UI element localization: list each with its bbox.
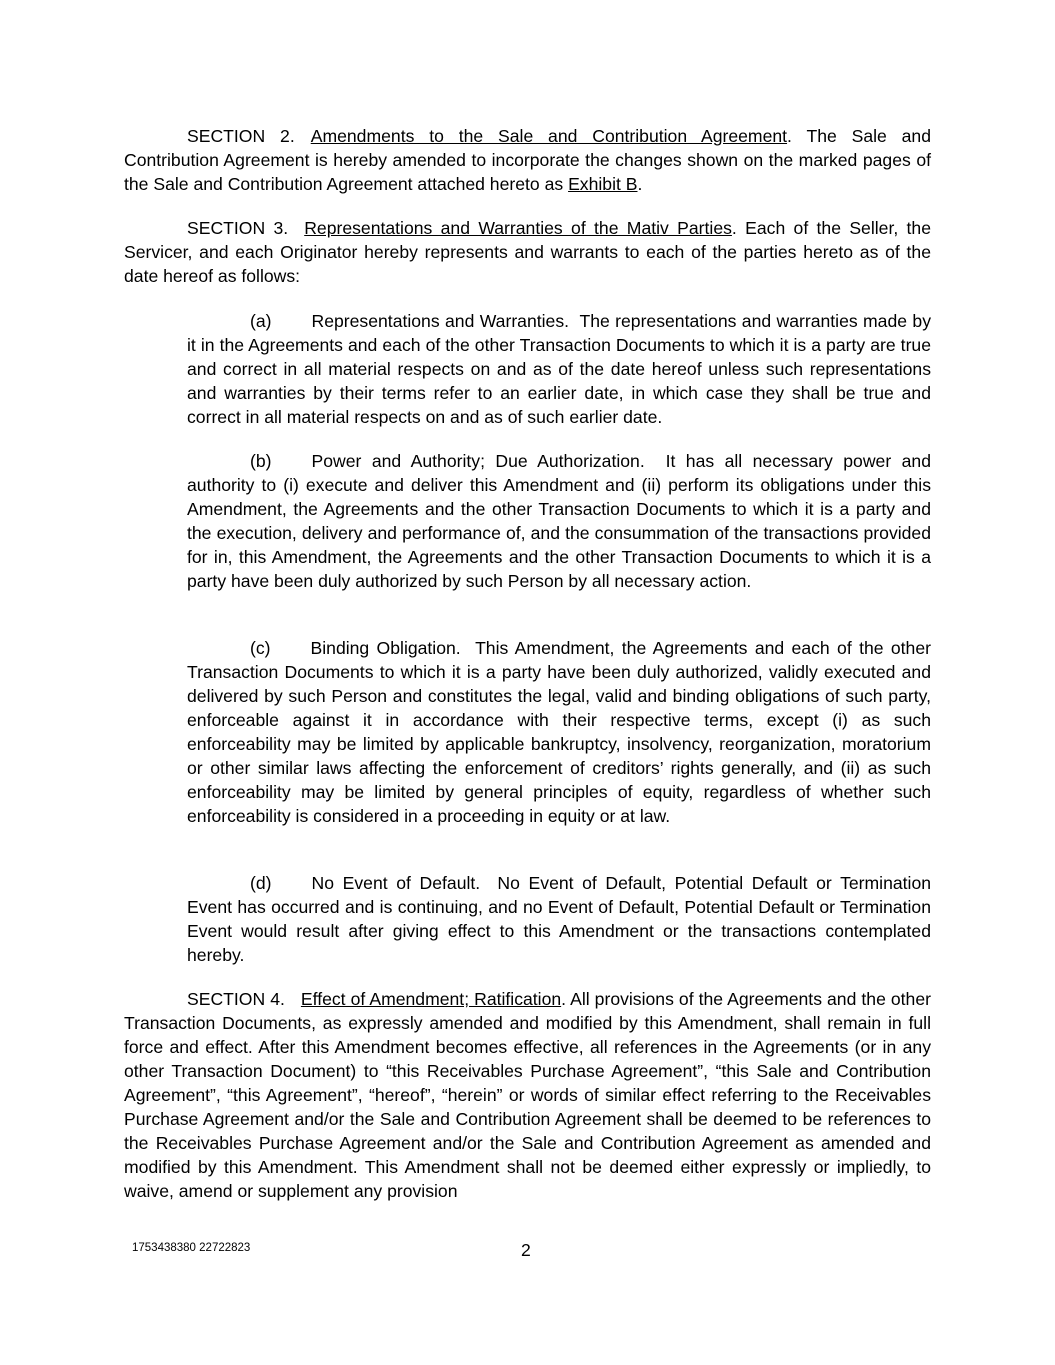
section-4-number: SECTION 4. xyxy=(187,989,285,1009)
clause-a-text: The representations and warranties made by it in the Agreements and each of the other Transaction Documents to which it is a party are true and correct in all material respects on and as of the date hereof unless such representations and warranties by their terms refer to an earlier date, in which case they shall be true and correct in all material respects on and as of such earlier date. xyxy=(187,311,931,427)
clause-d-label: (d) xyxy=(250,873,272,893)
section-3-title: Representations and Warranties of the Mativ Parties xyxy=(304,218,732,238)
clause-c-text: This Amendment, the Agreements and each of the other Transaction Documents to which it is a party have been duly authorized, validly executed and delivered by such Person and constitutes the legal, valid and binding obligations of such party, enforceable against it in accordance with their respective terms, except (i) as such enforceability may be limited by applicable bankruptcy, insolvency, reorganization, moratorium or other similar laws affecting the enforcement of creditors’ rights generally, and (ii) as such enforceability may be limited by general principles of equity, regardless of whether such enforceability is considered in a proceeding in equity or at law. xyxy=(187,638,931,826)
clause-c-label: (c) xyxy=(250,638,271,658)
clause-d-heading: No Event of Default. xyxy=(311,873,481,893)
section-4-text: . All provisions of the Agreements and the other Transaction Documents, as expressly amended and modified by this Amendment, shall remain in full force and effect. After this Amendment becomes effective, all references in the Agreements (or in any other Transaction Document) to “this Receivables Purchase Agreement”, “this Sale and Contribution Agreement”, “this Agreement”, “hereof”, “herein” or words of similar effect referring to the Receivables Purchase Agreement and/or the Sale and Contribution Agreement shall be deemed to be references to the Receivables Purchase Agreement and/or the Sale and Contribution Agreement as amended and modified by this Amendment. This Amendment shall not be deemed either expressly or impliedly, to waive, amend or supplement any provision xyxy=(124,989,931,1201)
page-number: 2 xyxy=(521,1240,531,1260)
clause-d xyxy=(187,871,931,967)
footer-document-id: 1753438380 22722823 xyxy=(132,1242,251,1254)
clause-c-heading: Binding Obligation. xyxy=(310,638,461,658)
section-3-number: SECTION 3. xyxy=(187,218,289,238)
section-2-title: Amendments to the Sale and Contribution Agreement xyxy=(310,126,788,146)
section-3-text: . Each of the Seller, the Servicer, and each Originator hereby represents and warrants to each of the parties hereto as of the date hereof as follows: xyxy=(124,218,931,286)
clause-b-text: It has all necessary power and authority to (i) execute and deliver this Amendment and (ii) perform its obligations under this Amendment, the Agreements and the other Transaction Documents to which it is a party and the execution, delivery and performance of, and the consummation of the transactions provided for in, this Amendment, the Agreements and the other Transaction Documents to which it is a party have been duly authorized by such Person by all necessary action. xyxy=(187,451,931,591)
section-4-paragraph xyxy=(124,987,931,1203)
clause-a xyxy=(187,309,931,429)
clause-a-heading: Representations and Warranties. xyxy=(311,311,570,331)
section-4-title: Effect of Amendment; Ratification xyxy=(300,989,562,1009)
section-2-number: SECTION 2. xyxy=(187,126,295,146)
clause-d-text: No Event of Default, Potential Default or Termination Event has occurred and is continuing, and no Event of Default, Potential Default or Termination Event would result after giving effect to this Amendment or the transactions contemplated hereby. xyxy=(187,873,932,965)
section-3-paragraph xyxy=(124,216,931,288)
clause-b xyxy=(187,449,931,593)
clause-a-label: (a) xyxy=(250,311,272,331)
section-2-paragraph: SECTION 2. Amendments to the Sale and Contribution Agreement. The Sale and Contribution Agreement is hereby amended to incorporate the changes shown on the marked pages of the Sale and Contribution Agreement attached hereto as Exhibit B. xyxy=(124,126,932,194)
clause-c xyxy=(187,636,931,828)
clause-b-label: (b) xyxy=(250,451,272,471)
exhibit-b-reference: Exhibit B xyxy=(568,174,638,194)
clause-b-heading: Power and Authority; Due Authorization. xyxy=(311,451,645,471)
section-2-text: . The Sale and Contribution Agreement is hereby amended to incorporate the changes shown on the marked pages of the Sale and Contribution Agreement attached hereto as xyxy=(124,126,932,194)
